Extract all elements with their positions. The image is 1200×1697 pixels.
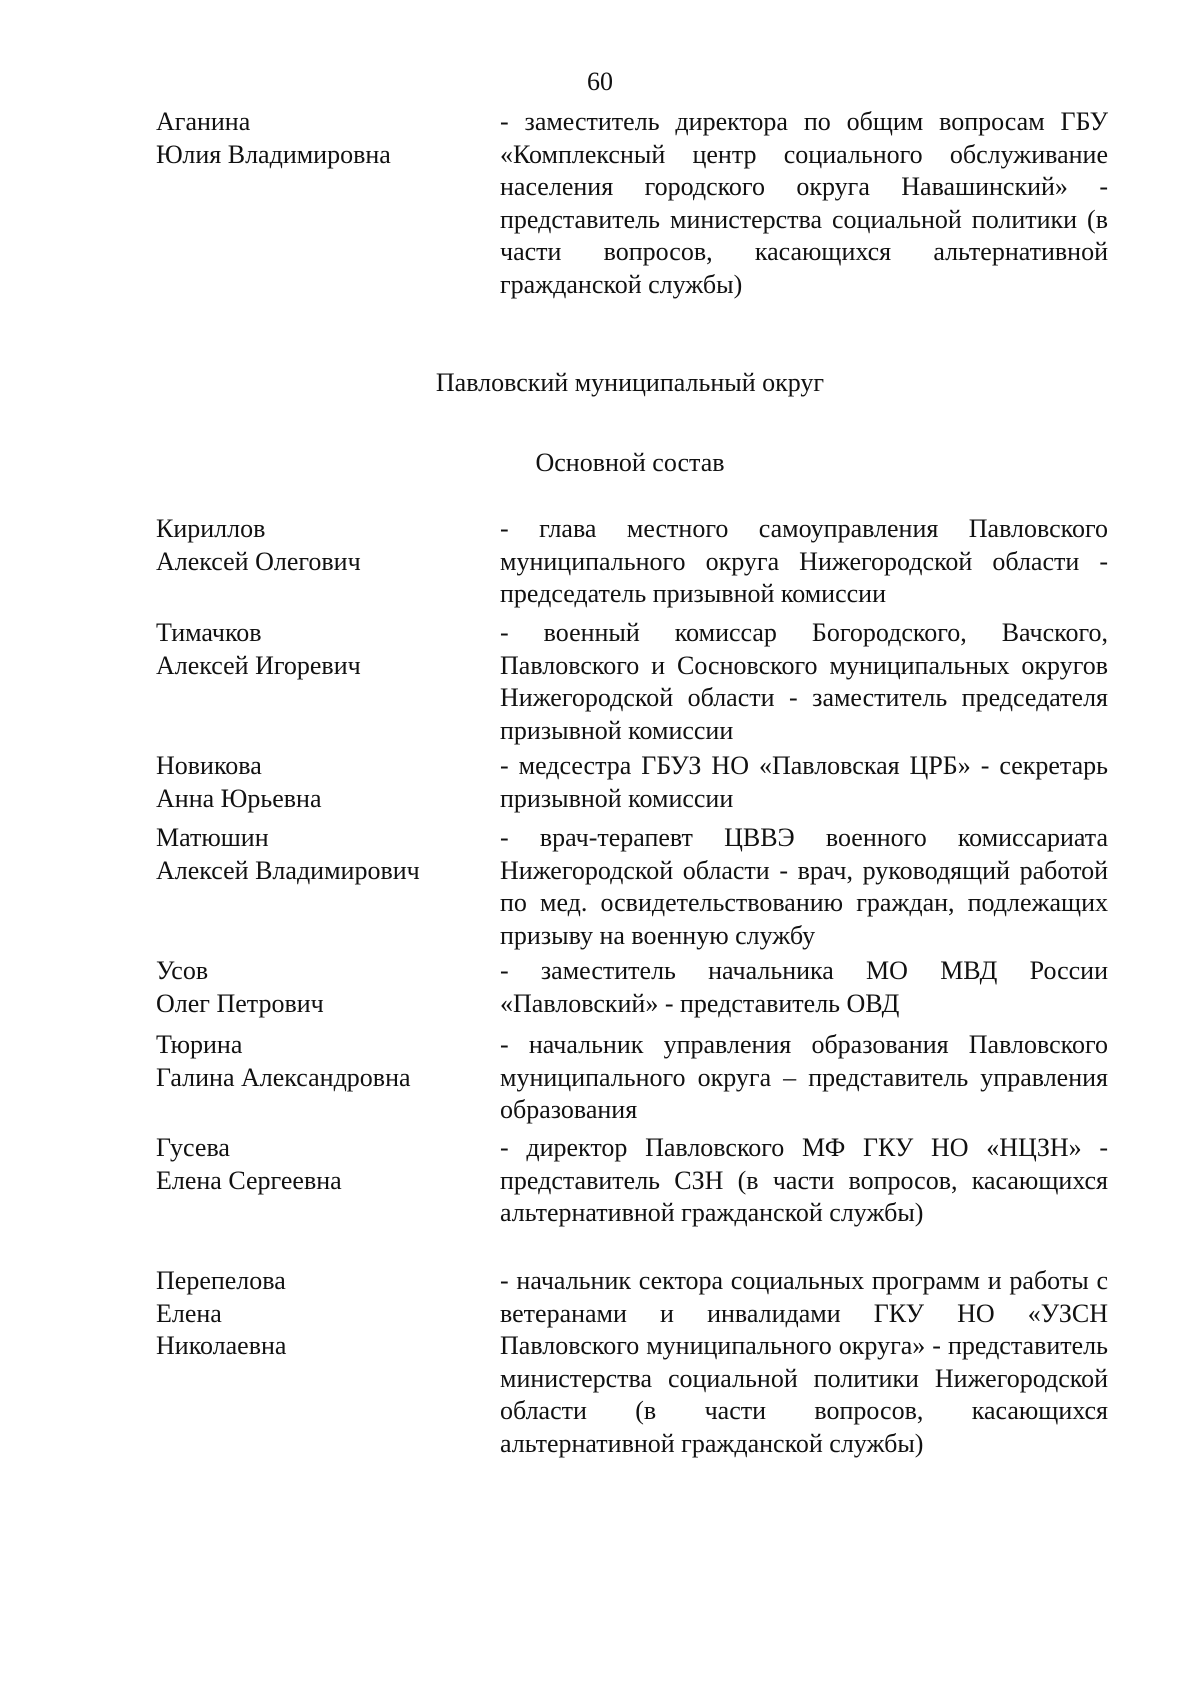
role-description: - начальник управления образования Павловского муниципального округа – представитель управления образования: [500, 1030, 1108, 1124]
role-description: - военный комиссар Богородского, Вачского, Павловского и Сосновского муниципальных округов Нижегородской области - заместитель председателя призывной комиссии: [500, 618, 1108, 745]
role-description: - врач-терапевт ЦВВЭ военного комиссариата Нижегородской области - врач, руководящий работой по мед. освидетельствованию граждан, подлежащих призыву на военную службу: [500, 823, 1108, 950]
role-description: - директор Павловского МФ ГКУ НО «НЦЗН» - представитель СЗН (в части вопросов, касающихся альтернативной гражданской службы): [500, 1133, 1108, 1227]
surname: Усов: [156, 956, 209, 985]
given-names: Анна Юрьевна: [156, 783, 322, 813]
person-name: [156, 513, 486, 578]
given-names: Юлия Владимировна: [156, 139, 391, 169]
surname: Новикова: [156, 751, 262, 780]
district-title: Павловский муниципальный округ: [435, 368, 825, 397]
surname: Гусева: [156, 1133, 230, 1162]
role-description: - начальник сектора социальных программ и работы с ветеранами и инвалидами ГКУ НО «УЗСН Павловского муниципального округа» - представитель министерства социальной политики Нижегородской области (в части вопросов, касающихся альтернативной гражданской службы): [500, 1266, 1108, 1458]
role-description: - заместитель директора по общим вопросам ГБУ «Комплексный центр социального обслуживание населения городского округа Навашинский» - представитель министерства социальной политики (в части вопросов, касающихся альтернативной гражданской службы): [500, 107, 1108, 299]
person-name: [156, 822, 486, 887]
person-name: [156, 1132, 486, 1197]
role-description: - медсестра ГБУЗ НО «Павловская ЦРБ» - секретарь призывной комиссии: [500, 751, 1108, 813]
surname: Тимачков: [156, 618, 262, 647]
given-names: Елена: [156, 1298, 222, 1328]
person-name: [156, 617, 486, 682]
role-description: - глава местного самоуправления Павловского муниципального округа Нижегородской области - председатель призывной комиссии: [500, 514, 1108, 608]
surname: Кириллов: [156, 514, 266, 543]
person-name: [156, 1265, 486, 1363]
person-name: [156, 1029, 486, 1094]
surname: Перепелова: [156, 1266, 286, 1295]
given-names-line-2: Николаевна: [156, 1331, 287, 1360]
person-name: [156, 750, 486, 815]
given-names: Елена Сергеевна: [156, 1165, 342, 1195]
given-names: Алексей Владимирович: [156, 855, 420, 885]
page-number: 60: [587, 67, 613, 96]
role-description: - заместитель начальника МО МВД России «Павловский» - представитель ОВД: [500, 956, 1108, 1018]
surname: Тюрина: [156, 1030, 243, 1059]
section-title: Основной состав: [535, 448, 725, 477]
surname: Аганина: [156, 107, 251, 136]
given-names: Олег Петрович: [156, 988, 324, 1018]
person-name: [156, 955, 486, 1020]
person-name: [156, 106, 486, 171]
given-names: Алексей Олегович: [156, 546, 361, 576]
surname: Матюшин: [156, 823, 269, 852]
given-names: Галина Александровна: [156, 1062, 411, 1092]
given-names: Алексей Игоревич: [156, 650, 361, 680]
